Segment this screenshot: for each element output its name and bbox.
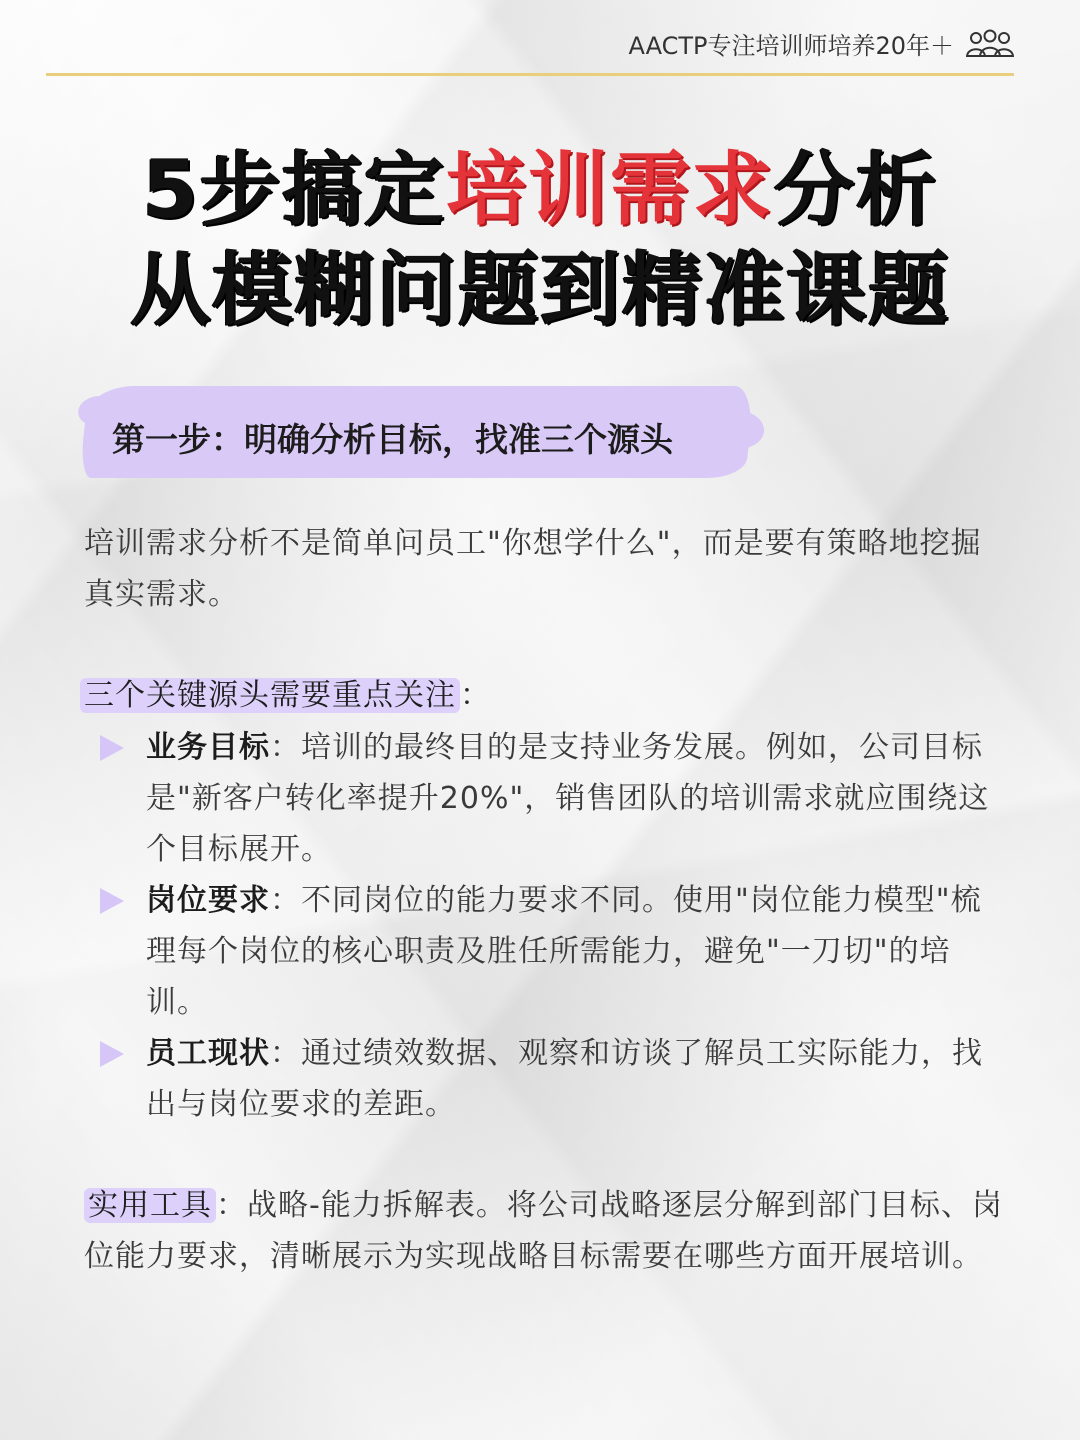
title-highlight: 培训需求 [445,143,774,236]
title-suffix: 分析 [773,143,938,236]
item-term: 业务目标 [146,730,270,765]
header-divider [46,73,1014,76]
item-sep: ： [270,730,301,765]
triangle-bullet-icon [100,888,124,914]
brand-header [628,26,1014,61]
triangle-bullet-icon [100,735,124,761]
page-title [0,140,1080,340]
title-line-2: 从模糊问题到精准课题 [130,243,950,336]
title-prefix: 5步搞定 [142,143,446,236]
list-item [100,1028,1010,1130]
list-item [100,722,1010,875]
people-group-icon [966,29,1014,59]
item-text: 通过绩效数据、观察和访谈了解员工实际能力，找出与岗位要求的差距。 [146,1036,983,1122]
intro-paragraph: 培训需求分析不是简单问员工"你想学什么"，而是要有策略地挖掘真实需求。 [84,526,982,612]
step-heading [84,386,750,478]
sources-heading [80,670,491,721]
item-text: 培训的最终目的是支持业务发展。例如，公司目标是"新客户转化率提升20%"，销售团队的培训需求就应围绕这个目标展开。 [146,730,990,867]
sources-list [100,722,1010,1130]
sources-heading-highlight: 三个关键源头需要重点关注 [80,678,460,713]
sources-heading-colon: ： [460,678,491,713]
item-sep: ： [270,1036,301,1071]
item-term: 员工现状 [146,1036,270,1071]
brand-text: AACTP专注培训师培养20年＋ [628,32,954,60]
tool-sep: ： [216,1188,247,1223]
item-text: 不同岗位的能力要求不同。使用"岗位能力模型"梳理每个岗位的核心职责及胜任所需能力，避免"一刀切"的培训。 [146,883,982,1020]
item-term: 岗位要求 [146,883,270,918]
title-line-1 [0,140,1080,240]
step-label: 第一步：明确分析目标，找准三个源头 [112,420,673,459]
tool-label: 实用工具 [84,1188,216,1223]
item-sep: ： [270,883,301,918]
tool-text: 战略-能力拆解表。将公司战略逐层分解到部门目标、岗位能力要求，清晰展示为实现战略目标需要在哪些方面开展培训。 [84,1188,1003,1274]
tool-paragraph [84,1180,1004,1282]
list-item [100,875,1010,1028]
triangle-bullet-icon [100,1041,124,1067]
